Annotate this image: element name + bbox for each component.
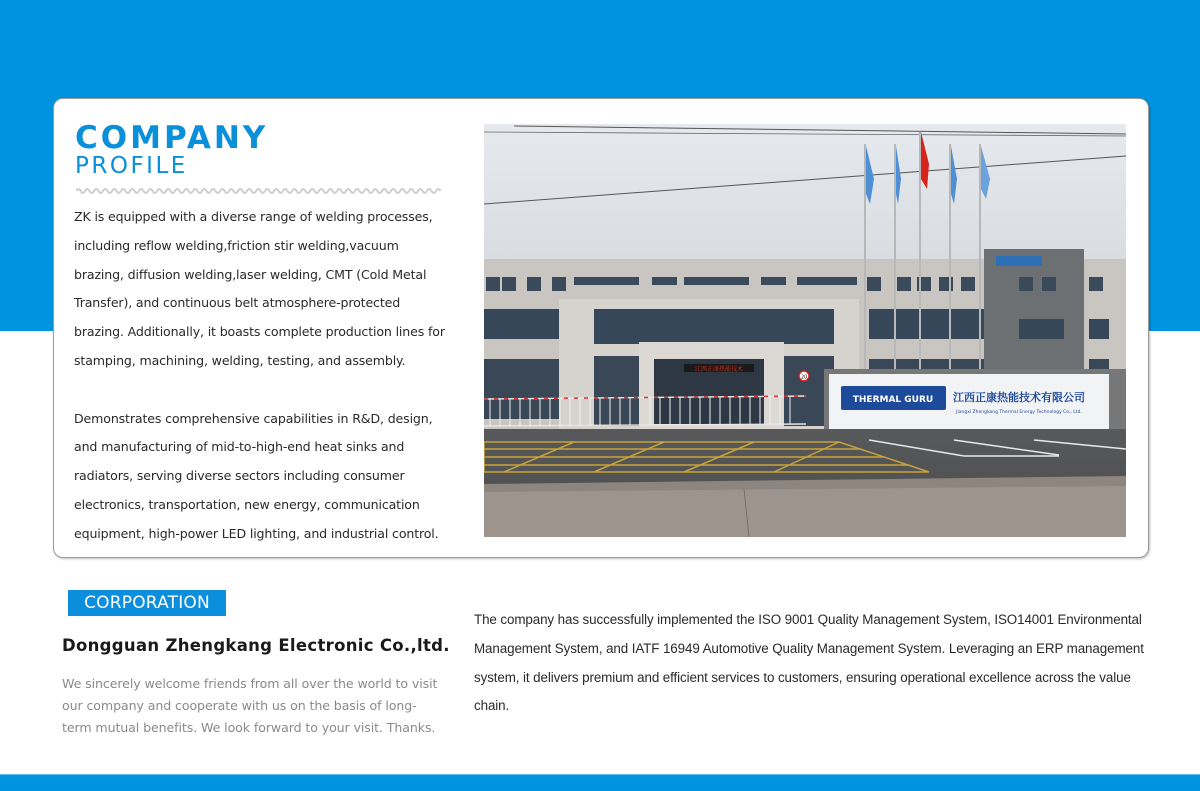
sign-english: Jiangxi Zhengkang Thermal Energy Technology Co., Ltd. (956, 410, 1082, 415)
corporation-tag: CORPORATION (68, 590, 226, 616)
speed-sign: 20 (800, 374, 808, 381)
company-profile-card (53, 98, 1149, 558)
profile-title-sub: PROFILE (75, 153, 188, 179)
profile-paragraph-2: Demonstrates comprehensive capabilities in R&D, design, and manufacturing of mid-to-high-end heat sinks and radiators, serving diverse sectors including consumer electronics, transportation, new energy, communication equipment, high-power LED lighting, and industrial control. (74, 410, 439, 541)
svg-text:江西正康热能技术: 江西正康热能技术 (694, 366, 744, 373)
wavy-divider (76, 187, 442, 195)
bottom-blue-band (0, 774, 1200, 791)
corporation-name: Dongguan Zhengkang Electronic Co.,ltd. (62, 636, 450, 655)
quality-systems-text: The company has successfully implemented the ISO 9001 Quality Management System, ISO14001 Environmental Management System, and IATF 16949 Automotive Quality Management System. Leveraging an ERP management system, it delivers premium and efficient services to customers, ensuring operational excellence across the value chain. (474, 612, 1144, 714)
corporation-welcome-text: We sincerely welcome friends from all over the world to visit our company and cooperate with us on the basis of long-term mutual benefits. We look forward to your visit. Thanks. (62, 676, 438, 735)
sign-brand: THERMAL GURU (852, 395, 934, 405)
profile-paragraph-1: ZK is equipped with a diverse range of welding processes, including reflow welding,friction stir welding,vacuum brazing, diffusion welding,laser welding, CMT (Cold Metal Transfer), and continuous belt atmosphere-protected brazing. Additionally, it boasts complete production lines for stamping, machining, welding, testing, and assembly. (74, 209, 445, 368)
profile-title-main: COMPANY (75, 120, 269, 156)
sign-chinese: 江西正康热能技术有限公司 (953, 391, 1085, 404)
factory-photo (484, 124, 1126, 537)
profile-description (74, 203, 446, 549)
